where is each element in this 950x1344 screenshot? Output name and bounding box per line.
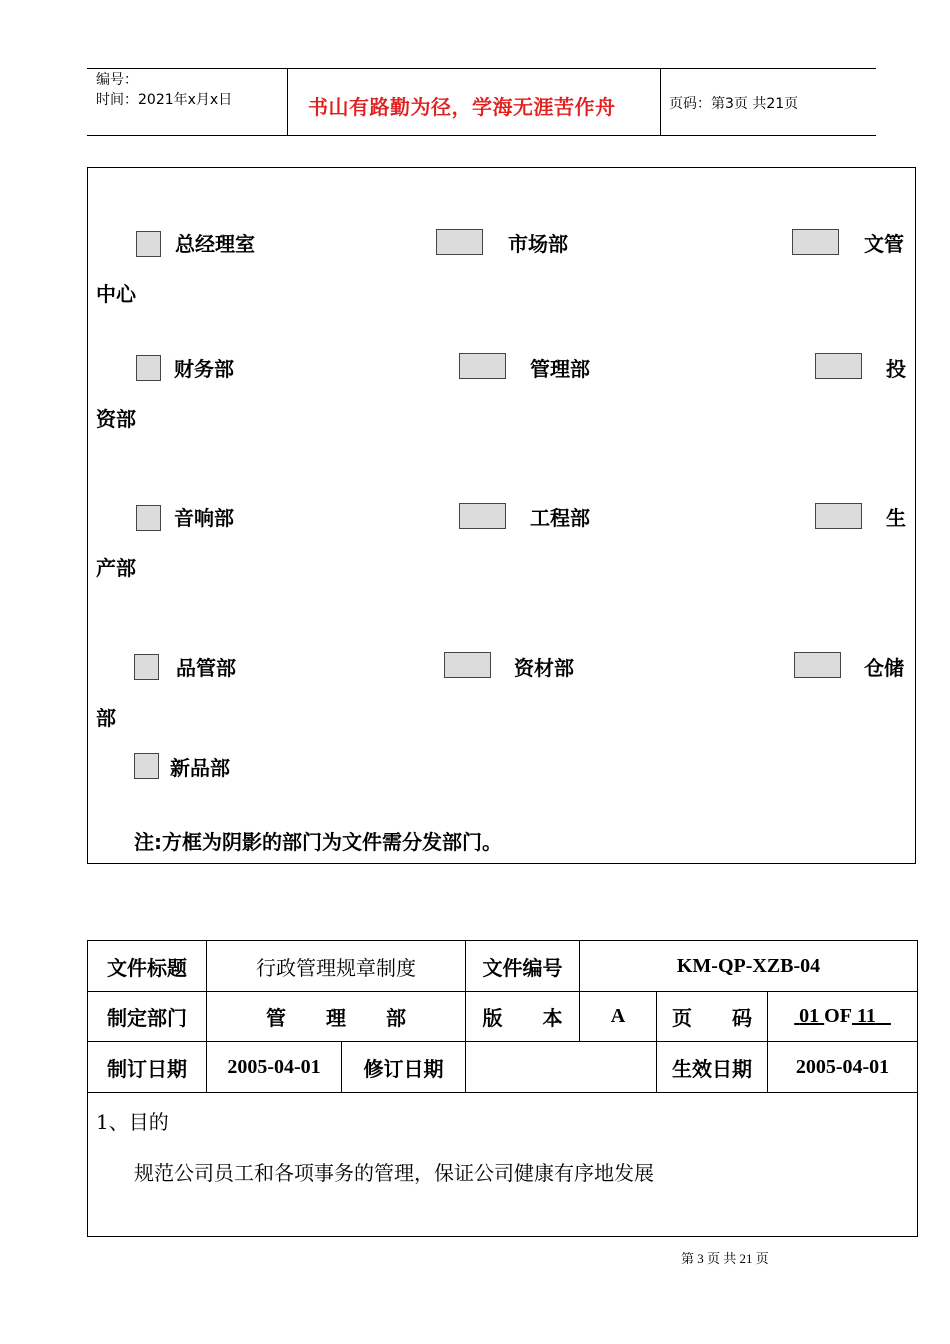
page-value-of: OF (824, 1005, 852, 1027)
made-date-label: 制订日期 (88, 1042, 207, 1093)
version-label: 版 本 (466, 992, 580, 1042)
dept-label-production-part2: 产部 (96, 556, 136, 580)
dept-label-warehouse-part1: 仓储 (864, 656, 904, 680)
version-value: A (580, 992, 657, 1042)
dept-label-finance: 财务部 (174, 357, 234, 381)
checkbox-audio[interactable] (136, 505, 161, 531)
header-time-label: 时间：2021年x月x日 (96, 92, 233, 108)
revise-date-label: 修订日期 (342, 1042, 466, 1093)
checkbox-marketing[interactable] (436, 229, 483, 255)
dept-label-management: 管理部 (530, 357, 590, 381)
dept-value: 管 理 部 (207, 992, 466, 1042)
header-page-info: 页码：第3页 共21页 (669, 96, 799, 112)
checkbox-investment[interactable] (815, 353, 862, 379)
dept-label-investment-part1: 投 (886, 357, 906, 381)
checkbox-finance[interactable] (136, 355, 161, 381)
checkbox-general-manager-office[interactable] (136, 231, 161, 257)
page-value-total: 11 (856, 1005, 876, 1027)
file-title-label: 文件标题 (88, 941, 207, 992)
file-number-value: KM-QP-XZB-04 (580, 941, 918, 992)
header-top-rule (87, 68, 876, 69)
dept-label-materials: 资材部 (514, 656, 574, 680)
dept-label-warehouse-part2: 部 (96, 706, 116, 730)
checkbox-warehouse[interactable] (794, 652, 841, 678)
made-date-value: 2005-04-01 (207, 1042, 342, 1093)
dept-label-audio: 音响部 (174, 506, 234, 530)
checkbox-document-center[interactable] (792, 229, 839, 255)
dept-label-document-center-part1: 文管 (864, 232, 904, 256)
checkbox-new-products[interactable] (134, 753, 159, 779)
checkbox-management[interactable] (459, 353, 506, 379)
distribution-note: 注:方框为阴影的部门为文件需分发部门。 (134, 830, 502, 854)
dept-label-document-center-part2: 中心 (96, 282, 136, 306)
dept-label-engineering: 工程部 (530, 506, 590, 530)
file-title-value: 行政管理规章制度 (207, 941, 466, 992)
header-divider-right (660, 68, 661, 136)
dept-label-production-part1: 生 (886, 506, 906, 530)
page-value (768, 992, 918, 1042)
section-body: 规范公司员工和各项事务的管理，保证公司健康有序地发展 (134, 1161, 654, 1185)
document-info-table (87, 940, 918, 1237)
header-number-label: 编号： (96, 72, 138, 88)
dept-label-investment-part2: 资部 (96, 407, 136, 431)
file-number-label: 文件编号 (466, 941, 580, 992)
header-bottom-rule (87, 135, 876, 136)
dept-label-general-manager-office: 总经理室 (175, 232, 255, 256)
dept-label-marketing: 市场部 (508, 232, 568, 256)
page-value-current: 01 (799, 1005, 820, 1027)
header-motto: 书山有路勤为径，学海无涯苦作舟 (308, 95, 616, 119)
checkbox-quality[interactable] (134, 654, 159, 680)
footer-page-number: 第 3 页 共 21 页 (681, 1251, 769, 1266)
revise-date-value (466, 1042, 657, 1093)
header-divider-left (287, 68, 288, 136)
page-label: 页 码 (657, 992, 768, 1042)
checkbox-engineering[interactable] (459, 503, 506, 529)
dept-label-new-products: 新品部 (170, 756, 230, 780)
section-title: 1、目的 (96, 1110, 169, 1134)
dept-label-quality: 品管部 (176, 656, 236, 680)
effective-date-value: 2005-04-01 (768, 1042, 918, 1093)
dept-label: 制定部门 (88, 992, 207, 1042)
checkbox-production[interactable] (815, 503, 862, 529)
checkbox-materials[interactable] (444, 652, 491, 678)
effective-date-label: 生效日期 (657, 1042, 768, 1093)
